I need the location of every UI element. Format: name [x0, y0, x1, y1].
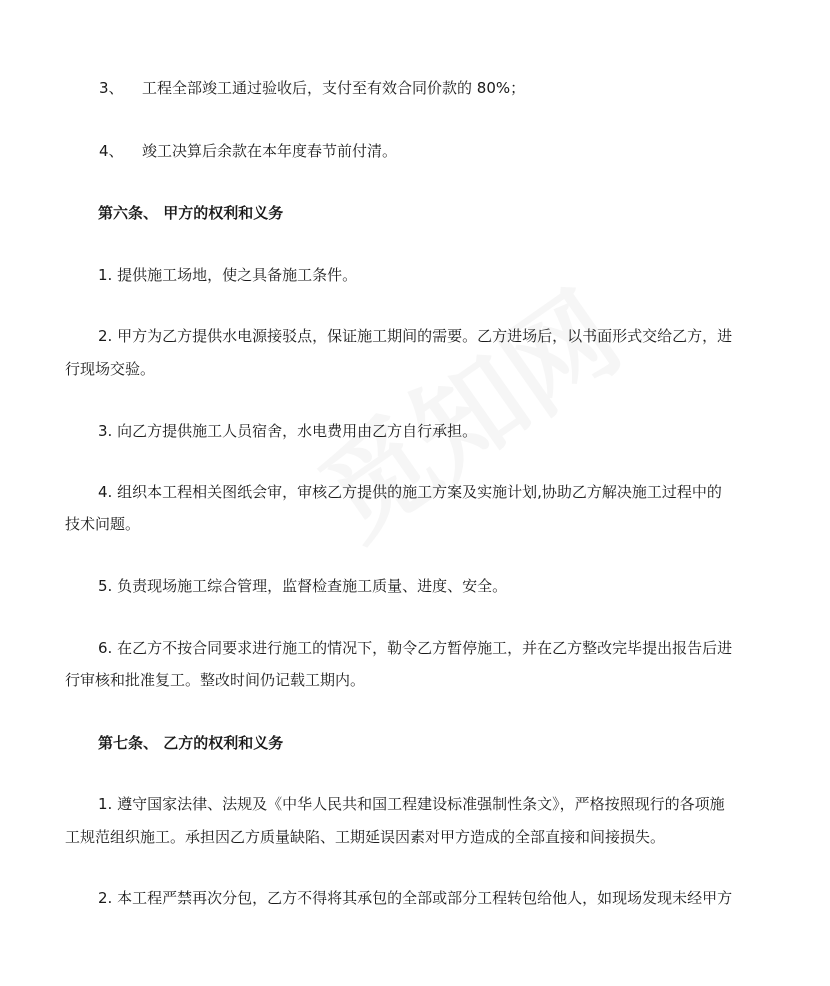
paragraph-7-1-continued: 工规范组织施工。承担因乙方质量缺陷、工期延误因素对甲方造成的全部直接和间接损失。: [65, 828, 666, 846]
paragraph-7-2: 2. 本工程严禁再次分包，乙方不得将其承包的全部或部分工程转包给他人，如现场发现未经甲方: [98, 889, 733, 907]
list-item-text: 工程全部竣工通过验收后，支付至有效合同价款的 80%；: [142, 79, 526, 97]
paragraph-7-1: 1. 遵守国家法律、法规及《中华人民共和国工程建设标准强制性条文》，严格按照现行的各项施: [98, 795, 725, 813]
list-item: [99, 141, 397, 161]
list-item: [99, 78, 525, 98]
section-heading-7: 第七条、 乙方的权利和义务: [98, 734, 284, 752]
list-item-number: 4、: [99, 142, 124, 160]
watermark-logo: [285, 250, 646, 569]
paragraph-6-3: 3. 向乙方提供施工人员宿舍，水电费用由乙方自行承担。: [98, 422, 478, 440]
paragraph-6-6-continued: 行审核和批准复工。整改时间仍记载工期内。: [65, 671, 366, 689]
paragraph-6-4: 4. 组织本工程相关图纸会审，审核乙方提供的施工方案及实施计划,协助乙方解决施工过程中的: [98, 483, 722, 501]
section-heading-6: 第六条、 甲方的权利和义务: [98, 204, 284, 222]
paragraph-6-6: 6. 在乙方不按合同要求进行施工的情况下，勒令乙方暂停施工，并在乙方整改完毕提出报告后进: [98, 639, 733, 657]
list-item-text: 竣工决算后余款在本年度春节前付清。: [142, 142, 398, 160]
list-item-number: 3、: [99, 79, 124, 97]
paragraph-6-2: 2. 甲方为乙方提供水电源接驳点，保证施工期间的需要。乙方进场后，以书面形式交给乙方，进: [98, 327, 733, 345]
paragraph-6-1: 1. 提供施工场地，使之具备施工条件。: [98, 266, 358, 284]
paragraph-6-2-continued: 行现场交验。: [65, 360, 156, 378]
paragraph-6-5: 5. 负责现场施工综合管理，监督检查施工质量、进度、安全。: [98, 577, 508, 595]
paragraph-6-4-continued: 技术问题。: [65, 515, 141, 533]
